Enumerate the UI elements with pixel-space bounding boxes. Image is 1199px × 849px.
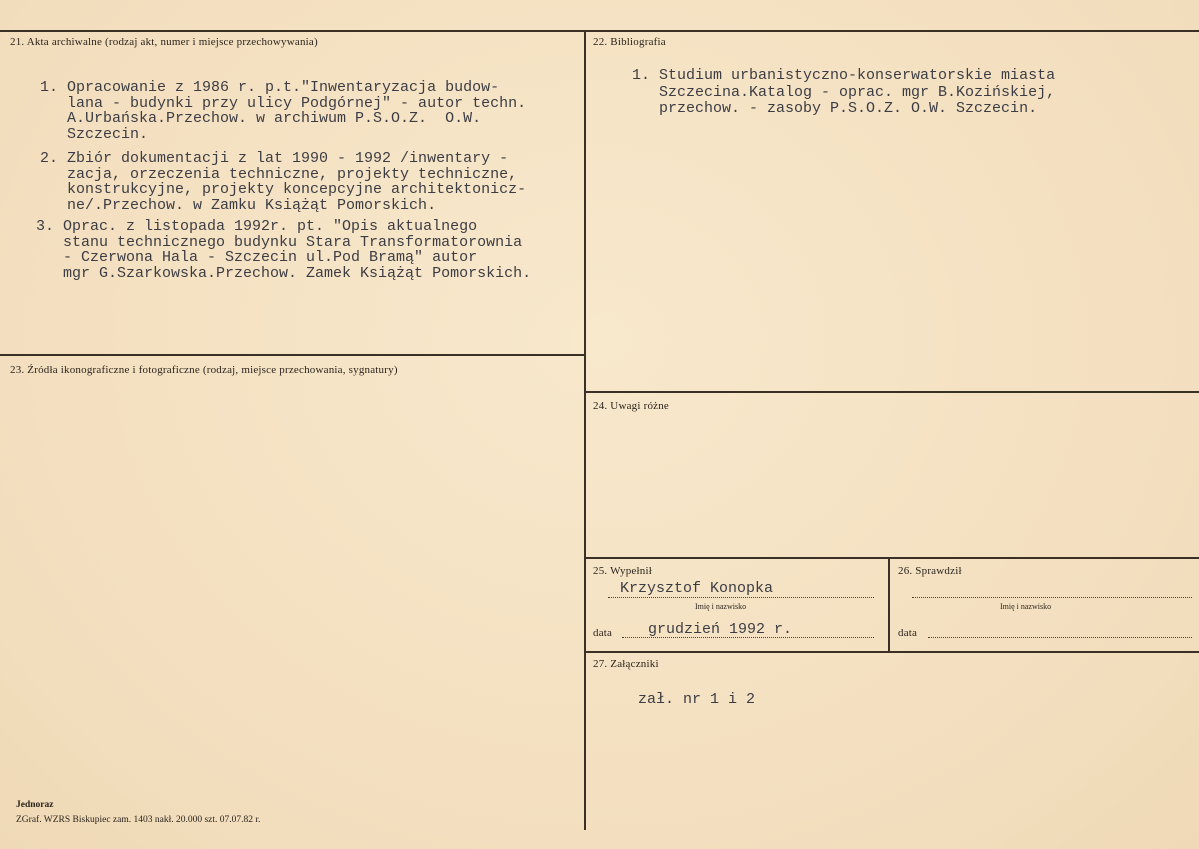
divider-21-23 bbox=[0, 354, 585, 356]
divider-25-27 bbox=[585, 651, 1199, 653]
footer-line-1-text: Jednoraz bbox=[16, 800, 54, 810]
footer-line-1 bbox=[16, 800, 53, 810]
section-21-entry-2: 2. Zbiór dokumentacji z lat 1990 - 1992 /inwentary - zacja, orzeczenia techniczne, projekty techniczne, konstrukcyjne, projekty koncepcyjne architektonicz- ne/.Przechow. w Zamku Książąt Pomorskich. bbox=[40, 150, 527, 215]
checked-by-name-line bbox=[912, 597, 1192, 598]
section-22-label: 22. Bibliografia bbox=[593, 36, 666, 48]
divider-24-25 bbox=[585, 557, 1199, 559]
filled-by-name: Krzysztof Konopka bbox=[620, 580, 774, 597]
section-22-entry-1: 1. Studium urbanistyczno-konserwatorskie miasta Szczecina.Katalog - oprac. mgr B.Kozińskiej, przechow. - zasoby P.S.O.Z. O.W. Szczecin. bbox=[632, 67, 1056, 117]
section-21-entry-3: 3. Oprac. z listopada 1992r. pt. "Opis aktualnego stanu technicznego budynku Stara Transformatorownia - Czerwona Hala - Szczecin ul.Pod Bramą" autor mgr G.Szarkowska.Przechow. Zamek Książąt Pomorskich. bbox=[36, 218, 532, 283]
section-23-label: 23. Źródła ikonograficzne i fotograficzne (rodzaj, miejsce przechowania, sygnatury) bbox=[10, 364, 398, 376]
section-27-label: 27. Załączniki bbox=[593, 658, 659, 670]
top-border bbox=[0, 30, 1199, 32]
divider-25-26 bbox=[888, 557, 890, 652]
attachments-text: zał. nr 1 i 2 bbox=[638, 691, 756, 708]
section-21-entry-1: 1. Opracowanie z 1986 r. p.t."Inwentaryzacja budow- lana - budynki przy ulicy Podgórnej" - autor techn. A.Urbańska.Przechow. w archiwum P.S.O.Z. O.W. Szczecin. bbox=[40, 79, 527, 144]
filled-by-date: grudzień 1992 r. bbox=[648, 621, 793, 638]
section-24-label: 24. Uwagi różne bbox=[593, 400, 670, 412]
filled-by-date-line bbox=[622, 637, 874, 638]
checked-by-date-label: data bbox=[898, 627, 918, 639]
checked-by-date-line bbox=[928, 637, 1192, 638]
section-26-label: 26. Sprawdził bbox=[898, 565, 962, 577]
filled-by-name-line bbox=[608, 597, 874, 598]
center-divider bbox=[584, 30, 586, 830]
footer-line-2: ZGraf. WZRS Biskupiec zam. 1403 nakł. 20.000 szt. 07.07.82 r. bbox=[16, 815, 261, 825]
section-21-label: 21. Akta archiwalne (rodzaj akt, numer i miejsce przechowywania) bbox=[10, 36, 318, 48]
section-25-label: 25. Wypełnił bbox=[593, 565, 652, 577]
filled-by-date-label: data bbox=[593, 627, 613, 639]
filled-by-name-caption: Imię i nazwisko bbox=[695, 602, 747, 611]
checked-by-name-caption: Imię i nazwisko bbox=[1000, 602, 1052, 611]
divider-22-24 bbox=[585, 391, 1199, 393]
